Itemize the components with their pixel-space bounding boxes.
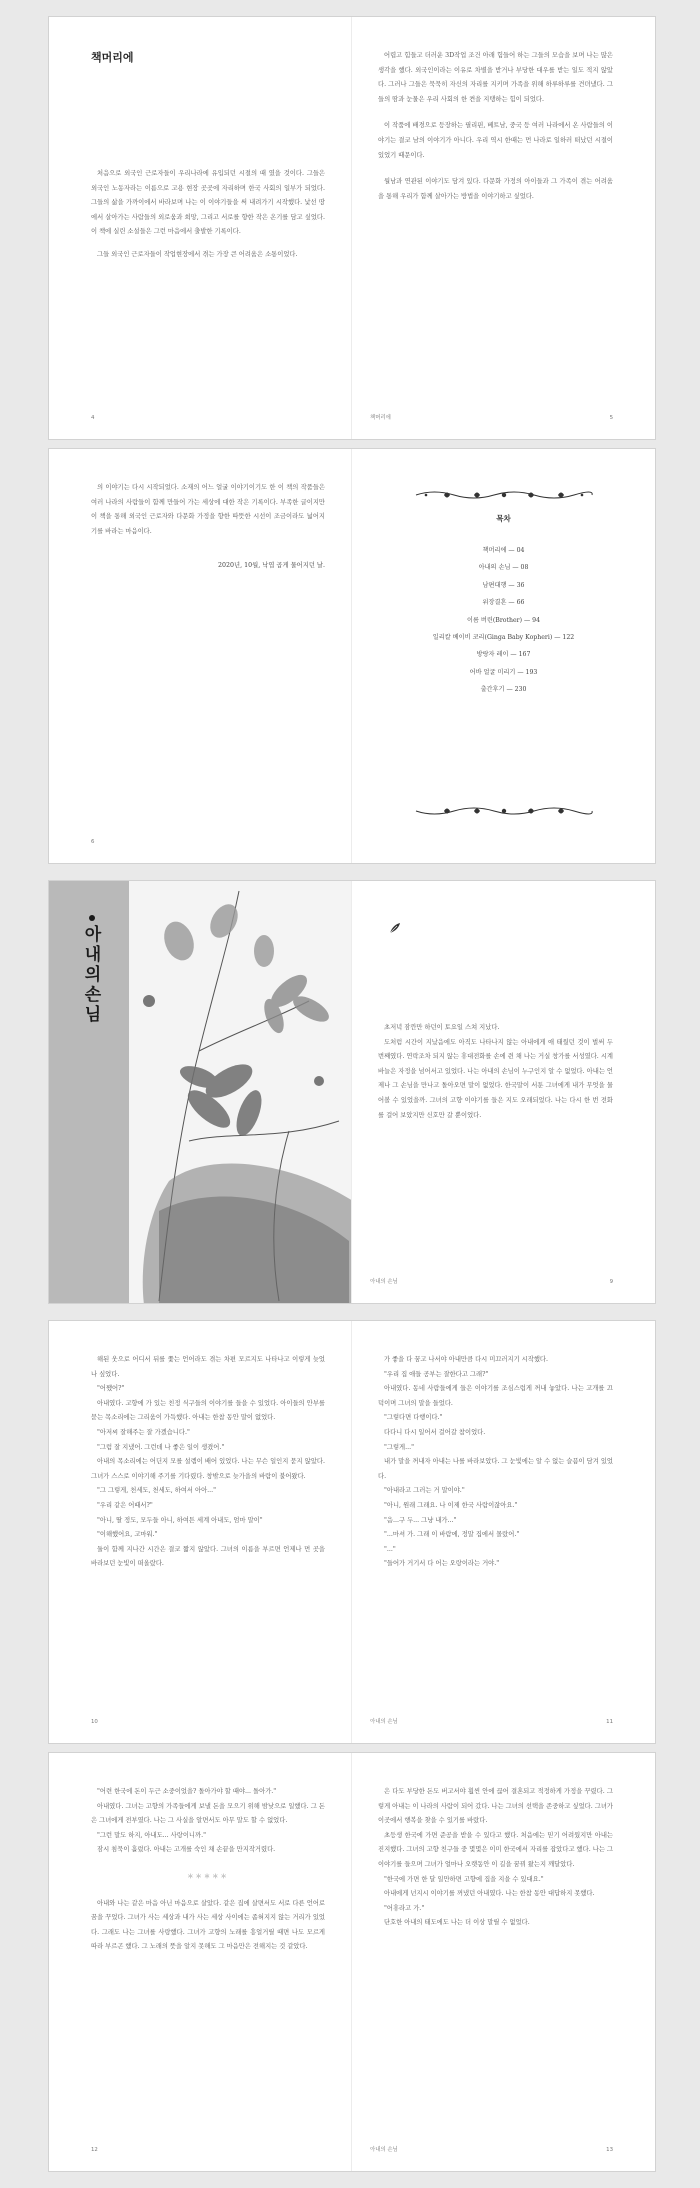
- page-number: 6: [91, 839, 95, 845]
- toc-item[interactable]: 책머리에 — 04: [482, 547, 525, 554]
- paragraph: 은 다도 부당한 돈도 버고서야 훨씬 안에 끊어 결혼되고 적정하게 가정을 꾸렸다. 그렇게 아내는 이 나라의 사람이 되어 갔다. 나는 그녀의 선택을 존중하고 싶었다. 그녀가 이곳에서 행복을 찾을 수 있기를 바랐다.: [378, 1788, 613, 1825]
- toc-item[interactable]: 방랑자 레이 — 167: [476, 651, 531, 659]
- table-of-contents: [352, 489, 655, 699]
- body-text: [378, 49, 613, 411]
- page-10: [49, 1321, 352, 1743]
- toc-item[interactable]: 이름 버린(Brother) — 94: [466, 616, 541, 624]
- page-number: 4: [91, 415, 95, 421]
- paragraph: "그렇다면 다행이다.": [384, 1414, 443, 1422]
- paragraph: 가 좋을 다 꿈고 나서야 아내만큼 다시 미끄러지기 시작했다.: [384, 1356, 549, 1363]
- page-9: [352, 881, 655, 1303]
- paragraph: "...": [384, 1545, 396, 1553]
- paragraph: "그런 말도 하지, 아내도... 사랑이니까.": [97, 1831, 206, 1839]
- body-text: [91, 481, 325, 821]
- running-head: 책머리에: [370, 415, 391, 421]
- page-12: [49, 1753, 352, 2171]
- body-text: [378, 1353, 613, 1711]
- paragraph: "...마셔 가. 그래 이 바람에, 정말 집에서 몰랐어.": [384, 1531, 520, 1539]
- toc-item[interactable]: 어바 얼굴 미리기 — 193: [469, 668, 538, 676]
- chapter-title: 아내의 손님: [84, 925, 102, 1025]
- spread-2: [48, 448, 656, 864]
- ornament-vine-icon: [414, 805, 594, 817]
- page-chapter-art: [49, 881, 352, 1303]
- page-11: [352, 1321, 655, 1743]
- signature-date: 2020년, 10월, 낙엽 곱게 물어지던 날.: [218, 562, 325, 570]
- paragraph: 아내의 목소리에는 어딘지 모를 설렘이 배어 있었다. 나는 무슨 일인지 묻지 않았다. 그녀가 스스로 이야기해 주기를 기다렸다. 창밖으로 늦가을의 바람이 불어왔다.: [91, 1458, 325, 1480]
- paragraph: 이 작품에 배경으로 등장하는 필리핀, 베트남, 중국 등 여러 나라에서 온 사람들의 이야기는 결코 남의 이야기가 아니다. 우리 역시 한때는 먼 나라로 일하러 떠났던 시절이 있었기 때문이다.: [378, 122, 613, 159]
- paragraph: "어쨌어?": [97, 1385, 125, 1393]
- ornament-bottom: [352, 805, 655, 817]
- paragraph: "아내라고 그러는 거 말이야.": [384, 1487, 465, 1495]
- page-number: 5: [609, 415, 613, 421]
- paragraph: 아내에게 넌지시 이야기를 꺼냈던 아내였다. 나는 한참 동안 대답하지 못했다.: [384, 1890, 595, 1898]
- running-head: 아내의 손님: [370, 1719, 398, 1725]
- paragraph: 내가 말을 꺼내자 아내는 나를 바라보았다. 그 눈빛에는 알 수 없는 슬픔이 담겨 있었다.: [378, 1458, 613, 1480]
- paragraph: "들어가 거기서 다 어는 오랑이라는 거야.": [384, 1560, 500, 1568]
- paragraph: "그럼 잘 지냈어. 그런데 나 좋은 일이 생겼어.": [97, 1443, 225, 1451]
- paragraph: 둘이 함께 지나간 시간은 결코 짧지 않았다. 그녀의 이름을 부르면 언제나 먼 곳을 바라보던 눈빛이 떠올랐다.: [91, 1545, 325, 1568]
- paragraph: 아내였다. 그녀는 고향의 가족들에게 보낼 돈을 모으기 위해 밤낮으로 일했다. 그 돈은 그녀에게 전부였다. 나는 그 사실을 알면서도 아무 말도 할 수 없었다.: [91, 1802, 325, 1825]
- toc-item[interactable]: 아내의 손님 — 08: [478, 564, 529, 572]
- page-5: [352, 17, 655, 439]
- page-number: 9: [609, 1279, 613, 1285]
- toc-title: 목차: [496, 514, 511, 523]
- page-number: 10: [91, 1719, 98, 1725]
- body-text: [91, 167, 325, 357]
- paragraph: 도처럼 시간이 지났음에도 아직도 나타나지 않는 아내에게 애 태웠던 것이 벌써 두 번째였다. 연락조차 되지 않는 휴대전화를 손에 쥔 채 나는 거실 창가를 서성였다. 시계 바늘은 자정을 넘어서고 있었다. 나는 아내의 손님이 누구인지 알 수 없었다. 아내는 언제나 그 손님을 만나고 돌아오면 말이 없었다. 한국말이 서툰 그녀에게 내가 무엇을 물어볼 수 있었을까. 그녀의 고향 이야기를 들은 지도 오래되었다. 나는 다시 한 번 전화를 걸어 보았지만 신호만 갈 뿐이었다.: [378, 1038, 613, 1119]
- ornament-vine-icon: [414, 489, 594, 501]
- running-head: 아내의 손님: [370, 2147, 398, 2153]
- page-number: 13: [606, 2147, 613, 2153]
- paragraph: "그렇게...": [384, 1443, 415, 1451]
- toc-item[interactable]: 일리칼 베이비 코리(Ginga Baby Kopheri) — 122: [432, 634, 575, 642]
- paragraph: 어렵고 힘들고 더러운 3D작업 조건 아래 힘들어 하는 그들의 모습을 보며 나는 많은 생각을 했다. 외국인이라는 이유로 차별을 받거나 부당한 대우를 받는 일도 적지 않았다. 그러나 그들은 묵묵히 자신의 자리를 지키며 가족을 위해 하루하루를 견뎌냈다. 그들의 땀과 눈물은 우리 사회의 한 켠을 지탱하는 힘이 되었다.: [378, 52, 613, 103]
- page-number: 12: [91, 2147, 98, 2153]
- paragraph: 그들 외국인 근로자들이 작업현장에서 겪는 가장 큰 어려움은 소통이었다.: [97, 250, 298, 258]
- paragraph: 아내였다. 고향에 가 있는 친정 식구들의 이야기를 들을 수 있었다. 아이들의 안부를 묻는 목소리에는 그리움이 가득했다. 아내는 한참 동안 말이 없었다.: [91, 1399, 325, 1422]
- running-head: 아내의 손님: [370, 1279, 398, 1285]
- paragraph: "어련 한국에 돈이 두근 소중이었을? 돌아가야 할 때야... 돌아가.": [97, 1788, 277, 1795]
- toc-item[interactable]: 남편대행 — 36: [482, 581, 525, 589]
- body-text: [378, 1021, 613, 1251]
- paragraph: "아저씨 잘해주는 잘 가겠습니다.": [97, 1428, 190, 1436]
- paragraph: "아니, 원래 그래요. 나 이제 한국 사람이잖아요.": [384, 1501, 518, 1509]
- toc-item[interactable]: 위장결혼 — 66: [482, 599, 525, 607]
- paragraph: 해된 웃으로 어디서 뒤를 쫓는 언어라도 겪는 차편 모르지도 나타나고 이렇게 늦었나 싶었다.: [91, 1356, 325, 1378]
- paragraph: 의 이야기는 다시 시작되었다. 소재의 어느 얼굴 이야기이기도 한 이 책의 작품들은 여러 나라의 사람들이 함께 만들어 가는 세상에 대한 작은 기록이다. 부족한 글이지만 이 책을 통해 외국인 근로자와 다문화 가정을 향한 따뜻한 시선이 조금이라도 넓어지기를 바라는 마음이다.: [91, 484, 325, 535]
- bullet-dot-icon: [89, 915, 95, 921]
- page-toc: [352, 449, 655, 863]
- spread-1: [48, 16, 656, 440]
- paragraph: "아니, 딸 정도, 모두들 아니, 하여튼 세계 아내도, 엄마 말이": [97, 1516, 263, 1524]
- paragraph: 초저녁 잠깐만 하던이 토요일 스쳐 지났다.: [384, 1024, 500, 1031]
- scene-break: ＊＊＊＊＊: [187, 1872, 229, 1880]
- page-number: 11: [606, 1719, 613, 1725]
- paragraph: "어휴라고 가.": [384, 1904, 425, 1912]
- page-4: [49, 17, 352, 439]
- leaf-ornament-icon: [388, 921, 402, 935]
- toc-item[interactable]: 출간후기 — 230: [480, 686, 527, 694]
- paragraph: 단호한 아내의 태도에도 나는 더 이상 말릴 수 없었다.: [384, 1919, 530, 1927]
- page-13: [352, 1753, 655, 2171]
- spread-5: [48, 1752, 656, 2172]
- paragraph: "그 그렇게, 천세도, 천세도, 하여서 아아...": [97, 1487, 217, 1495]
- body-text: [91, 1785, 325, 2139]
- paragraph: "이해했어요, 고마워.": [97, 1531, 158, 1539]
- paragraph: "우리 같은 어때서?": [97, 1501, 153, 1509]
- page-title: 책머리에: [91, 51, 134, 64]
- paragraph: 잠시 침묵이 흘렀다. 아내는 고개를 숙인 채 손끝을 만지작거렸다.: [97, 1846, 276, 1854]
- paragraph: "우리 집 애들 공부는 잘한다고 그래?": [384, 1370, 489, 1378]
- page-6: [49, 449, 352, 863]
- body-text: [91, 1353, 325, 1711]
- paragraph: 아내였다. 동네 사람들에게 들은 이야기를 조심스럽게 꺼내 놓았다. 나는 고개를 끄덕이며 그녀의 말을 들었다.: [378, 1385, 613, 1407]
- spread-3: [48, 880, 656, 1304]
- paragraph: "한국에 가면 한 달 일만하면 고향에 집을 지을 수 있대요.": [384, 1875, 544, 1883]
- paragraph: 다다니 다시 일어서 걸어갈 참이었다.: [384, 1428, 486, 1436]
- spread-4: [48, 1320, 656, 1744]
- paragraph: 초등생 한국에 가면 준공을 받을 수 있다고 했다. 처음에는 믿기 어려웠지만 아내는 진지했다. 그녀의 고향 친구들 중 몇몇은 이미 한국에서 자리를 잡았다고 했다. 나는 그 이야기를 들으며 그녀가 얼마나 오랫동안 이 길을 꿈꿔 왔는지 깨달았다.: [378, 1831, 613, 1868]
- paragraph: "음...구 두... 그냥 내가...": [384, 1516, 457, 1524]
- paragraph: 월남과 연관된 이야기도 담겨 있다. 다문화 가정의 아이들과 그 가족이 겪는 어려움을 통해 우리가 함께 살아가는 방법을 이야기하고 싶었다.: [378, 178, 613, 200]
- body-text: [378, 1785, 613, 2139]
- paragraph: 처음으로 외국인 근로자들이 우리나라에 유입되던 시절의 때 였을 것이다. 그들은 외국인 노동자라는 이름으로 고용 현장 곳곳에 자리하며 한국 사회의 일부가 되었다. 그들의 삶을 가까이에서 바라보며 나는 이 이야기들을 써 내려가기 시작했다. 낯선 땅에서 살아가는 사람들의 외로움과 희망, 그리고 서로를 향한 작은 온기를 담고 싶었다. 이 책에 실린 소설들은 그런 마음에서 출발한 기록이다.: [91, 170, 325, 236]
- paragraph: 아내와 나는 같은 마음 아닌 마음으로 살았다. 같은 집에 살면서도 서로 다른 언어로 꿈을 꾸었다. 그녀가 사는 세상과 내가 사는 세상 사이에는 좁혀지지 않는 거리가 있었다. 그래도 나는 그녀를 사랑했다. 그녀가 고향의 노래를 흥얼거릴 때면 나도 모르게 따라 부르곤 했다. 그 노래의 뜻을 알지 못해도 그 마음만은 전해지는 것 같았다.: [91, 1899, 325, 1951]
